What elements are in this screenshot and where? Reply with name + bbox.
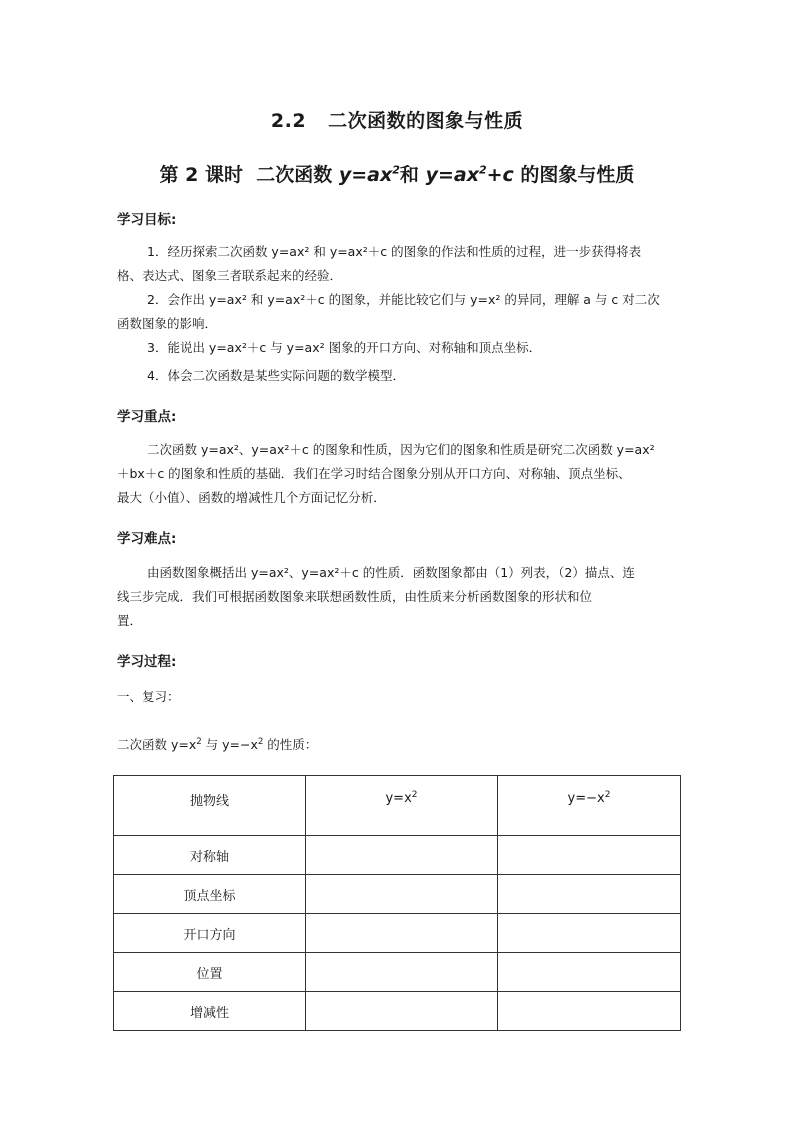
table-cell[interactable] (306, 914, 498, 953)
objective-2-cont: 函数图象的影响． (117, 316, 218, 331)
objective-2: 2．会作出 y=ax² 和 y=ax²＋c 的图象，并能比较它们与 y=x² 的异同，理解 a 与 c 对二次 (147, 292, 660, 307)
header-y-eq-neg-x2: $y=-x^2$ (498, 776, 681, 836)
equation-2: $y=ax^2+c$ (425, 163, 514, 186)
table-cell[interactable] (498, 875, 681, 914)
row-label-axis: 对称轴 (114, 836, 306, 875)
row-label-vertex: 顶点坐标 (114, 875, 306, 914)
page-title (0, 106, 794, 133)
table-row (114, 953, 681, 992)
table-header-row (114, 776, 681, 836)
objective-3: 3．能说出 y=ax²＋c 与 y=ax² 图象的开口方向、对称轴和顶点坐标． (147, 340, 542, 355)
table-cell[interactable] (498, 914, 681, 953)
row-label-position: 位置 (114, 953, 306, 992)
difficulties-text: 由函数图象概括出 y=ax²、y=ax²＋c 的性质．函数图象都由（1）列表，（2）描点、连 线三步完成．我们可根据函数图象来联想函数性质，由性质来分析函数图象的形状和位 置． (117, 565, 635, 628)
section-title: 二次函数的图象与性质 (328, 110, 524, 132)
header-y-eq-x2: $y=x^2$ (306, 776, 498, 836)
difficulties-heading: 学习难点: (117, 531, 177, 547)
objective-1: 1．经历探索二次函数 y=ax² 和 y=ax²＋c 的图象的作法和性质的过程，进一步获得将表 (147, 244, 642, 259)
table-row (114, 836, 681, 875)
table-row (114, 992, 681, 1031)
objectives-heading: 学习目标: (117, 212, 177, 228)
row-label-opening: 开口方向 (114, 914, 306, 953)
lesson-number: 第 2 课时 (159, 164, 243, 186)
parabola-properties-table (113, 775, 681, 1031)
objectives-list (117, 240, 677, 388)
table-row (114, 914, 681, 953)
review-intro: 二次函数 $y=x^2$ 与 $y=-x^2$ 的性质： (117, 737, 318, 752)
keypoints-heading: 学习重点: (117, 409, 177, 425)
table-cell[interactable] (498, 953, 681, 992)
lesson-connector: 和 (399, 164, 419, 186)
lesson-prefix: 二次函数 (256, 164, 333, 186)
process-heading: 学习过程: (117, 654, 177, 670)
row-label-monotonicity: 增减性 (114, 992, 306, 1031)
lesson-title (0, 160, 794, 187)
table-cell[interactable] (306, 836, 498, 875)
lesson-suffix: 的图象与性质 (520, 164, 635, 186)
objective-1-cont: 格、表达式、图象三者联系起来的经验． (117, 268, 343, 283)
keypoints-text: 二次函数 y=ax²、y=ax²＋c 的图象和性质，因为它们的图象和性质是研究二次函数 y=ax² ＋bx＋c 的图象和性质的基础．我们在学习时结合图象分别从开口方向、对称轴、顶点坐标、 最大（小值）、函数的增减性几个方面记忆分析． (117, 442, 655, 505)
objective-4: 4．体会二次函数是某些实际问题的数学模型． (147, 368, 405, 383)
table-cell[interactable] (306, 875, 498, 914)
section-number: 2.2 (270, 110, 307, 132)
header-parabola: 抛物线 (114, 776, 306, 836)
table-row (114, 875, 681, 914)
table-cell[interactable] (498, 836, 681, 875)
table-cell[interactable] (498, 992, 681, 1031)
table-cell[interactable] (306, 953, 498, 992)
table-cell[interactable] (306, 992, 498, 1031)
review-label: 一、复习： (117, 689, 180, 704)
equation-1: $y=ax^2$ (338, 163, 400, 186)
